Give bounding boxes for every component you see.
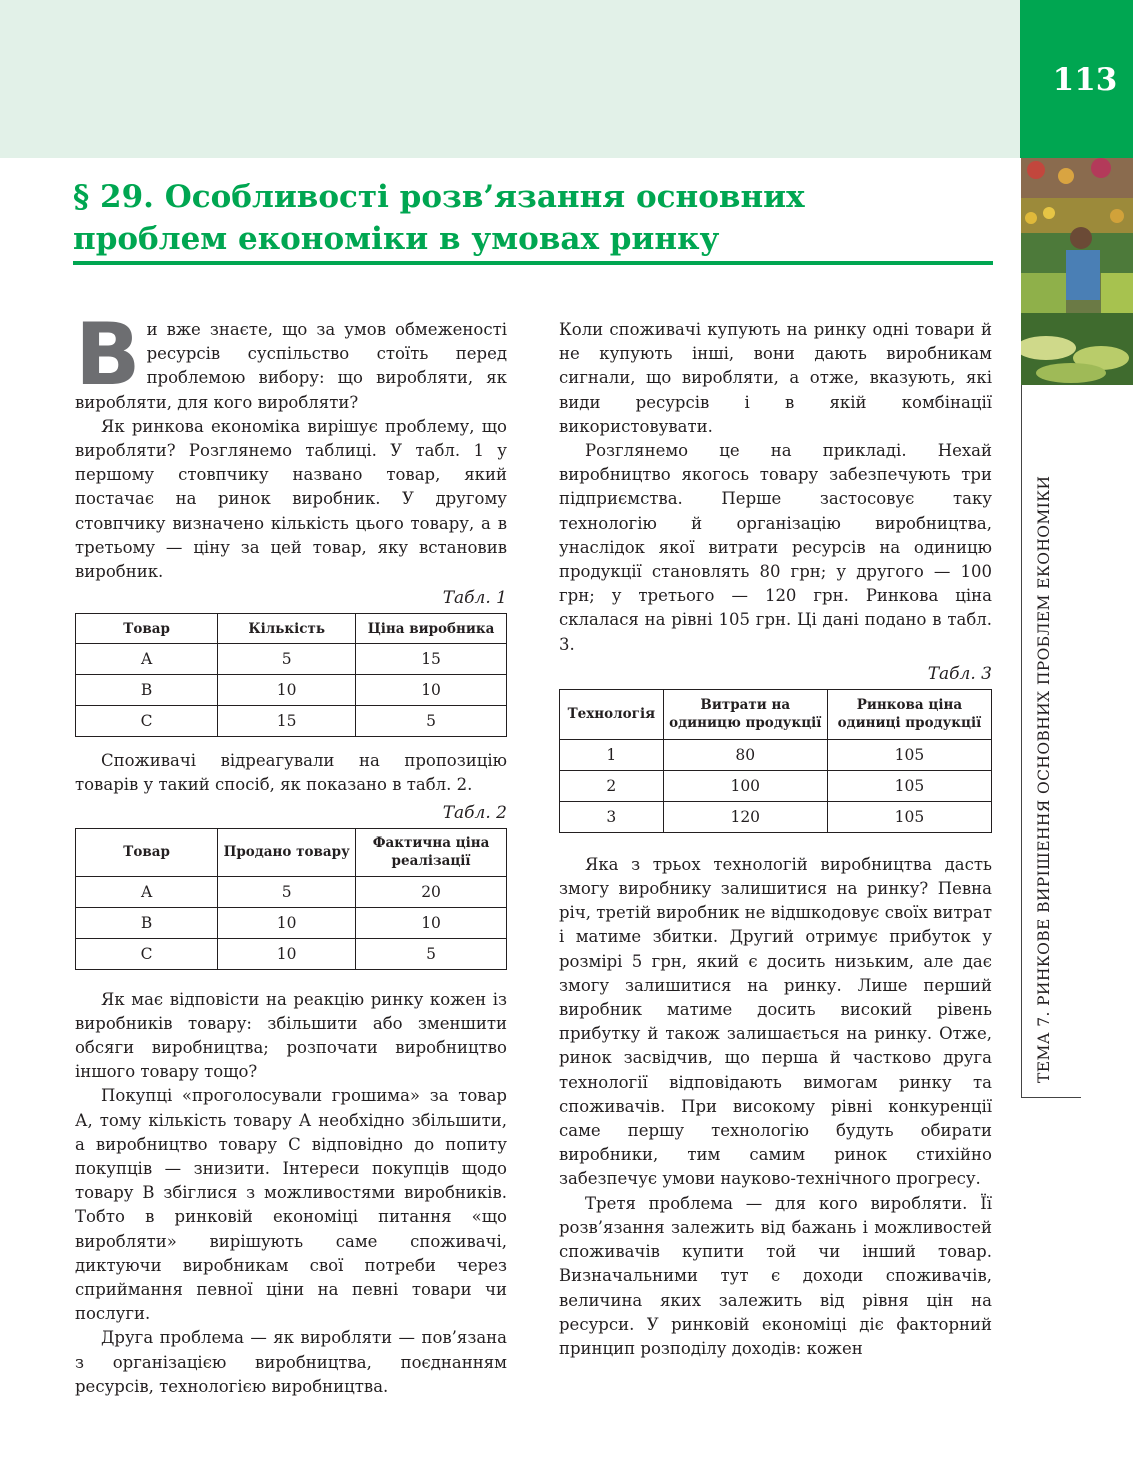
table-header-row	[560, 689, 992, 739]
table-cell: 3	[560, 801, 664, 832]
table1-caption: Табл. 1	[442, 588, 507, 609]
table-cell: С	[76, 706, 218, 737]
table-cell: 10	[218, 675, 356, 706]
side-rule	[1021, 385, 1022, 1098]
table-header-cell: Технологія	[560, 689, 664, 739]
table-header-cell: Товар	[76, 828, 218, 876]
table-header-row	[76, 828, 507, 876]
table-header-cell: Фактична ціна реалізації	[356, 828, 507, 876]
topic-caption: ТЕМА 7. РИНКОВЕ ВИРІШЕННЯ ОСНОВНИХ ПРОБЛЕМ ЕКОНОМІКИ	[1035, 475, 1053, 1083]
table-cell: 10	[218, 938, 356, 969]
dropcap: В	[75, 305, 141, 405]
table-cell: С	[76, 938, 218, 969]
table-row	[76, 675, 507, 706]
title-rule	[73, 261, 993, 265]
table-cell: 1	[560, 739, 664, 770]
intro-text: и вже знаєте, що за умов обмеженості ресурсів суспільство стоїть перед проблемою вибору: що виробляти, як виробляти, для кого виробляти?	[75, 320, 507, 412]
table-cell: 80	[663, 739, 827, 770]
table-cell: А	[76, 876, 218, 907]
table-cell: В	[76, 907, 218, 938]
right-column	[559, 318, 992, 1361]
table-header-cell: Ринкова ціна одиниці продукції	[827, 689, 991, 739]
paragraph: Споживачі відреагували на пропозицію товарів у такий спосіб, як показано в табл. 2.	[75, 751, 507, 795]
paragraph: Як має відповісти на реакцію ринку кожен із виробників товару: збільшити або зменшити обсяги виробництва; розпочати виробництво іншого товару тощо?	[75, 989, 507, 1082]
page-title	[73, 176, 1003, 260]
table-row	[560, 739, 992, 770]
table-header-row	[76, 614, 507, 644]
table-cell: 15	[218, 706, 356, 737]
table-cell: 100	[663, 770, 827, 801]
table-cell: А	[76, 644, 218, 675]
table-cell: 5	[218, 876, 356, 907]
left-column	[75, 305, 507, 1399]
paragraph: Третя проблема — для кого виробляти. Її розв’язання залежить від бажань і можливостей споживачів купити той чи інший товар. Визначальними тут є доходи споживачів, величина яких залежить від рівня цін на ресурси. У ринковій економіці діє факторний принцип розподілу доходів: кожен	[559, 1193, 992, 1358]
table-row	[76, 876, 507, 907]
paragraph: Розглянемо це на прикладі. Нехай виробництво якогось товару забезпечують три підприємства. Перше застосовує таку технологію й організацію виробництва, унаслідок якої витрати ресурсів на одиницю продукції становлять 80 грн; у другого — 100 грн; у третього — 120 грн. Ринкова ціна склалася на рівні 105 грн. Ці дані подано в табл. 3.	[559, 441, 992, 654]
title-line-2: проблем економіки в умовах ринку	[73, 221, 720, 257]
table1	[75, 613, 507, 737]
table-cell: 105	[827, 739, 991, 770]
intro-paragraph	[75, 305, 507, 415]
table-header-cell: Кількість	[218, 614, 356, 644]
paragraph: Друга проблема — як виробляти — пов’язана з організацією виробництва, поєднанням ресурсів, технологією виробництва.	[75, 1328, 507, 1396]
table-row	[76, 706, 507, 737]
table-header-cell: Ціна виробника	[356, 614, 507, 644]
paragraph: Як ринкова економіка вирішує проблему, що виробляти? Розглянемо таблиці. У табл. 1 у першому стовпчику названо товар, який постачає на ринок виробник. У другому стовпчику визначено кількість цього товару, а в третьому — ціну за цей товар, яку встановив виробник.	[75, 416, 507, 582]
side-rule-foot	[1021, 1097, 1081, 1098]
table-cell: 15	[356, 644, 507, 675]
table-row	[76, 644, 507, 675]
table-cell: 120	[663, 801, 827, 832]
paragraph: Коли споживачі купують на ринку одні товари й не купують інші, вони дають виробникам сигнали, що виробляти, а отже, вказують, які види ресурсів і в якій комбінації використовувати.	[559, 320, 992, 436]
table-cell: 20	[356, 876, 507, 907]
table-cell: 10	[356, 907, 507, 938]
table-cell: 10	[356, 675, 507, 706]
table-header-cell: Товар	[76, 614, 218, 644]
table-cell: 105	[827, 770, 991, 801]
market-photo	[1021, 158, 1133, 385]
paragraph: Покупці «проголосували грошима» за товар А, тому кількість товару А необхідно збільшити, а виробництво товару С відповідно до попиту покупців — знизити. Інтереси покупців щодо товару В збіглися з можливостями виробників. Тобто в ринковій економіці питання «що виробляти» вирішують саме споживачі, диктуючи виробникам свої потреби через сприймання певної ціни на певні товари чи послуги.	[75, 1086, 507, 1324]
table-cell: 10	[218, 907, 356, 938]
paragraph: Яка з трьох технологій виробництва дасть змогу виробнику залишитися на ринку? Певна річ, третій виробник не відшкодовує своїх витрат і матиме збитки. Другий отримує прибуток у розмірі 5 грн, який є досить низьким, але дає змогу залишитися на ринку. Лише перший виробник матиме досить високий рівень прибутку й також залишається на ринку. Отже, ринок засвідчив, що перша й частково друга технології відповідають вимогам ринку та споживачів. При високому рівні конкуренції саме першу технологію будуть обирати виробники, тим самим ринок стихійно забезпечує умови науково-технічного прогресу.	[559, 854, 992, 1189]
table2	[75, 828, 507, 970]
table-header-cell: Продано товару	[218, 828, 356, 876]
table-row	[76, 907, 507, 938]
table3	[559, 689, 992, 833]
page-number: 113	[1052, 62, 1118, 98]
table-row	[560, 770, 992, 801]
table-cell: В	[76, 675, 218, 706]
table-cell: 5	[356, 938, 507, 969]
table-cell: 5	[218, 644, 356, 675]
table-row	[560, 801, 992, 832]
table-cell: 2	[560, 770, 664, 801]
title-line-1: § 29. Особливості розв’язання основних	[73, 179, 805, 215]
table-header-cell: Витрати на одиницю продукції	[663, 689, 827, 739]
page-number-tab	[1020, 0, 1133, 158]
table2-caption: Табл. 2	[442, 802, 507, 823]
header-band	[0, 0, 1020, 158]
table-cell: 105	[827, 801, 991, 832]
table-cell: 5	[356, 706, 507, 737]
table3-caption: Табл. 3	[927, 663, 992, 684]
market-photo-image	[1021, 158, 1133, 385]
table-row	[76, 938, 507, 969]
